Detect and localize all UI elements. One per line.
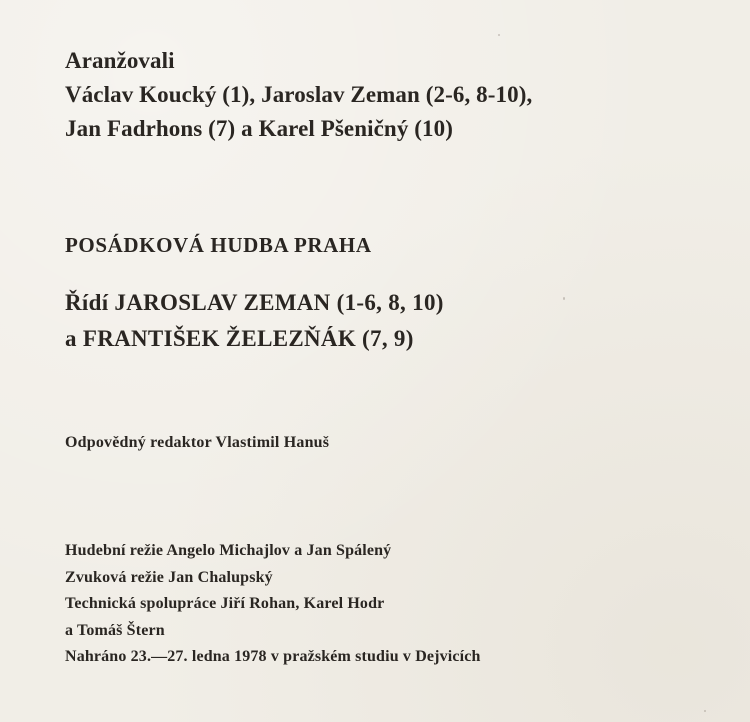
editor-section [65,430,329,456]
credits-line-2: Zvuková režie Jan Chalupský [65,568,273,586]
arrangers-section [65,44,532,146]
conductors-line-2: a FRANTIŠEK ŽELEZŇÁK (7, 9) [65,326,414,351]
paper-speck [563,297,565,300]
credits-line-3: Technická spolupráce Jiří Rohan, Karel Hodr [65,595,385,612]
arrangers-line-1: Václav Koucký (1), Jaroslav Zeman (2-6, 8-10), [65,82,533,107]
credits-line-4: a Tomáš Štern [65,621,165,639]
conductors-section [65,285,444,357]
conductors-line-1: Řídí JAROSLAV ZEMAN (1-6, 8, 10) [65,290,444,315]
credits-section [65,538,481,671]
credits-line-1: Hudební režie Angelo Michajlov a Jan Spálený [65,542,392,559]
paper-speck [704,710,706,712]
arrangers-line-2: Jan Fadrhons (7) a Karel Pšeničný (10) [65,116,453,141]
credits-line-5: Nahráno 23.—27. ledna 1978 v pražském studiu v Dejvicích [65,648,481,665]
orchestra-name: POSÁDKOVÁ HUDBA PRAHA [65,233,372,257]
arrangers-heading: Aranžovali [65,48,175,73]
paper-speck [498,34,500,36]
editor-line: Odpovědný redaktor Vlastimil Hanuš [65,434,330,451]
orchestra-section [65,230,372,260]
